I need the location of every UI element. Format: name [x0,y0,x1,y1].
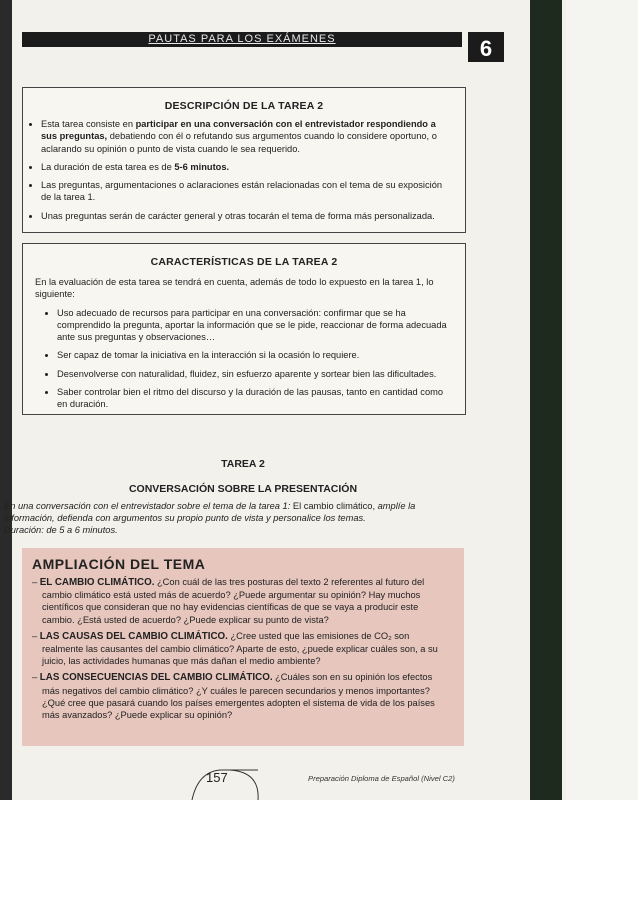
description-list [23,118,465,222]
binding-shadow [0,0,12,800]
ampliacion-box [22,548,464,746]
task-instructions: En una conversación con el entrevistador sobre el tema de la tarea 1: El cambio climático, amplíe la información, defienda con argumentos su propio punto de vista y personalice los temas. Duración: de 5 a 6 minutos. [4,501,416,535]
ampliacion-item: – LAS CONSECUENCIAS DEL CAMBIO CLIMÁTICO. ¿Cuáles son en su opinión los efectos más negativos del cambio climático? ¿Y cuáles le parecen secundarios y menos importantes? ¿Qué cree que pasará cuando los países emergentes adopten el sistema de vida de los países más avanzados? ¿Puede explicar su opinión? [32,672,435,721]
ampliacion-heading: AMPLIACIÓN DEL TEMA [32,556,206,572]
description-box [22,87,466,233]
task-title: TAREA 2 [221,458,265,470]
chapter-number-tab: 6 [468,32,504,62]
description-title: DESCRIPCIÓN DE LA TAREA 2 [164,100,324,112]
description-item: • Esta tarea consiste en participar en una conversación con el entrevistador respondiendo a sus preguntas, debatiendo con él o refutando sus argumentos cuando lo considere oportuno, o aclarando su opinión o punto de vista cuando le sea requerido. [41,118,453,155]
characteristics-item: • Ser capaz de tomar la iniciativa en la interacción si la ocasión lo requiere. [57,349,453,361]
ampliacion-item: – EL CAMBIO CLIMÁTICO. ¿Con cuál de las tres posturas del texto 2 referentes al futuro del cambio climático está usted más de acuerdo? ¿Puede argumentar su opinión? Hay muchos científicos que consideran que no hay evidencias científicas de que se vaya a producir este cambio. ¿Está usted de acuerdo? ¿Puede explicar su punto de vista? [32,577,425,625]
description-item: • Unas preguntas serán de carácter general y otras tocarán el tema de forma más personalizada. [41,210,453,222]
page-number: 157 [206,770,228,785]
characteristics-list [23,307,465,411]
characteristics-item: • Desenvolverse con naturalidad, fluidez, sin esfuerzo aparente y sortear bien las dificultades. [57,368,453,380]
characteristics-item: • Uso adecuado de recursos para participar en una conversación: confirmar que se ha comprendido la pregunta, aportar la información que se le pide, reaccionar de forma adecuada ante sus preguntas y observaciones… [57,307,453,344]
running-header: PAUTAS PARA LOS EXÁMENES [22,32,462,47]
characteristics-box [22,243,466,415]
description-item: • La duración de esta tarea es de 5-6 minutos. [41,161,453,173]
task-topic: El cambio climático, [292,501,376,511]
ampliacion-item: – LAS CAUSAS DEL CAMBIO CLIMÁTICO. ¿Cree usted que las emisiones de CO₂ son realmente las causantes del cambio climático? Aparte de esto, ¿puede explicar cuáles son, a su juicio, las actividades humanas que más dañan el medio ambiente? [32,630,438,667]
book-title: Preparación Diploma de Español (Nivel C2) [308,774,455,783]
chapter-edge-strip [530,0,562,800]
description-item: • Las preguntas, argumentaciones o aclaraciones están relacionadas con el tema de su exposición de la tarea 1. [41,179,453,204]
page-margin-right [566,0,638,800]
characteristics-item: • Saber controlar bien el ritmo del discurso y la duración de las pausas, tanto en cantidad como en duración. [57,386,453,411]
characteristics-title: CARACTERÍSTICAS DE LA TAREA 2 [150,256,338,268]
task-subtitle: CONVERSACIÓN SOBRE LA PRESENTACIÓN [128,483,358,495]
characteristics-intro: En la evaluación de esta tarea se tendrá en cuenta, además de todo lo expuesto en la tarea 1, lo siguiente: [35,277,434,300]
task-duration: Duración: de 5 a 6 minutos. [4,525,118,535]
